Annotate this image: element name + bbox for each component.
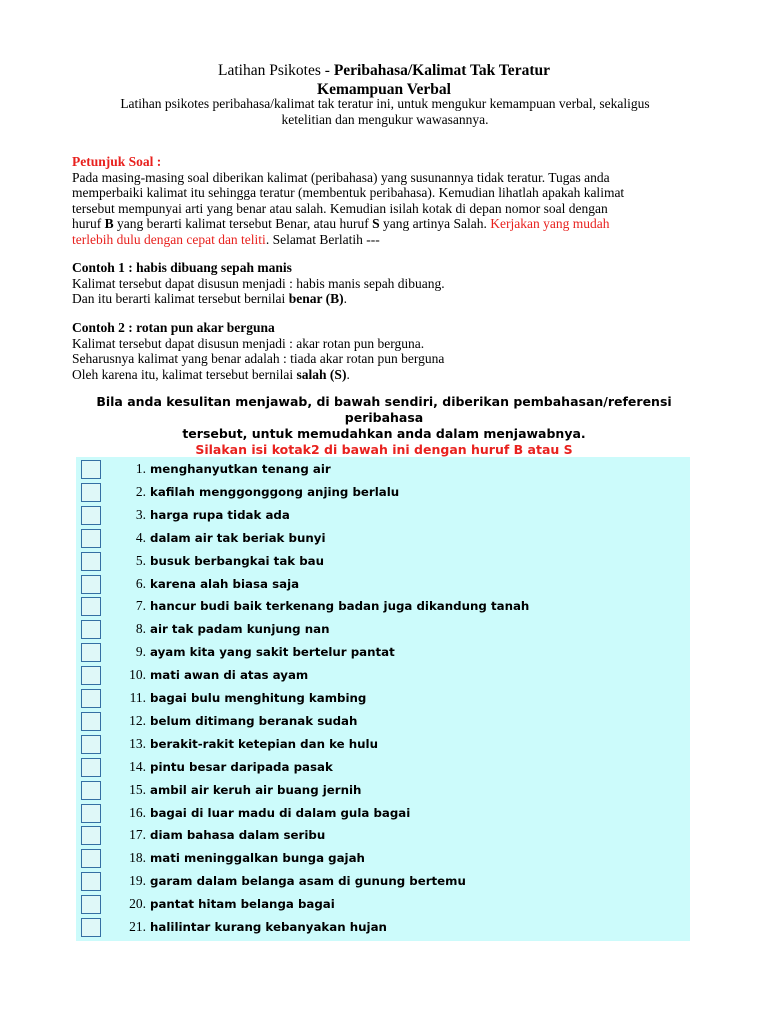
question-row	[76, 733, 690, 756]
question-text: mati awan di atas ayam	[150, 668, 309, 683]
question-number: 13.	[129, 735, 146, 751]
answer-box[interactable]	[81, 712, 101, 731]
answer-box[interactable]	[81, 849, 101, 868]
question-number: 6.	[135, 575, 146, 591]
question-number: 20.	[129, 896, 146, 912]
page-subtitle: Kemampuan Verbal	[317, 81, 451, 98]
question-row	[76, 710, 690, 733]
question-text: garam dalam belanga asam di gunung bertemu	[150, 874, 466, 889]
help-note	[60, 394, 708, 458]
answer-box[interactable]	[81, 552, 101, 571]
question-number: 5.	[135, 552, 146, 568]
question-text: bagai di luar madu di dalam gula bagai	[150, 805, 411, 820]
intro-line: ketelitian dan mengukur wawasannya.	[281, 112, 489, 127]
question-number: 21.	[129, 919, 146, 934]
question-row	[76, 618, 690, 641]
question-row	[76, 527, 690, 550]
question-row	[76, 779, 690, 802]
instructions-line: terlebih dulu dengan cepat dan teliti. Selamat Berlatih ---	[72, 231, 380, 247]
question-row	[76, 641, 690, 664]
question-row	[76, 824, 690, 847]
question-text: hancur budi baik terkenang badan juga dikandung tanah	[150, 599, 530, 614]
question-text: ayam kita yang sakit bertelur pantat	[150, 645, 395, 660]
question-row	[76, 458, 690, 481]
instructions-line: tersebut mempunyai arti yang benar atau salah. Kemudian isilah kotak di depan nomor soal dengan	[72, 200, 608, 216]
questions-panel	[76, 457, 690, 941]
question-text: pintu besar daripada pasak	[150, 759, 333, 774]
intro-line: Latihan psikotes peribahasa/kalimat tak teratur ini, untuk mengukur kemampuan verbal, sekaligus	[120, 96, 650, 111]
question-text: karena alah biasa saja	[150, 576, 300, 591]
answer-box[interactable]	[81, 575, 101, 594]
question-number: 10.	[129, 667, 146, 683]
instructions	[72, 154, 702, 247]
answer-box[interactable]	[81, 506, 101, 525]
question-row	[76, 664, 690, 687]
question-number: 8.	[135, 621, 146, 637]
question-text: air tak padam kunjung nan	[150, 622, 330, 637]
title-prefix: Latihan Psikotes -	[218, 62, 334, 79]
question-number: 14.	[129, 758, 146, 774]
example-2-line: Oleh karena itu, kalimat tersebut bernilai salah (S).	[72, 366, 350, 382]
question-row	[76, 573, 690, 596]
question-text: halilintar kurang kebanyakan hujan	[150, 920, 387, 934]
question-row	[76, 481, 690, 504]
note-line: Bila anda kesulitan menjawab, di bawah sendiri, diberikan pembahasan/referensi peribahasa	[96, 394, 672, 425]
question-row	[76, 893, 690, 916]
question-row	[76, 595, 690, 618]
question-number: 16.	[129, 804, 146, 820]
answer-box[interactable]	[81, 918, 101, 937]
question-row	[76, 916, 690, 939]
question-text: ambil air keruh air buang jernih	[150, 782, 362, 797]
answer-box[interactable]	[81, 689, 101, 708]
question-text: berakit-rakit ketepian dan ke hulu	[150, 736, 378, 751]
example-2-line: Seharusnya kalimat yang benar adalah : tiada akar rotan pun berguna	[72, 351, 445, 366]
question-text: kafilah menggonggong anjing berlalu	[150, 484, 400, 499]
answer-box[interactable]	[81, 735, 101, 754]
answer-box[interactable]	[81, 620, 101, 639]
answer-box[interactable]	[81, 895, 101, 914]
question-row	[76, 756, 690, 779]
question-number: 15.	[129, 781, 146, 797]
answer-box[interactable]	[81, 597, 101, 616]
answer-box[interactable]	[81, 666, 101, 685]
question-number: 1.	[135, 461, 146, 476]
question-number: 9.	[135, 644, 146, 660]
question-text: diam bahasa dalam seribu	[150, 828, 326, 843]
question-row	[76, 847, 690, 870]
example-2-heading: Contoh 2 : rotan pun akar berguna	[72, 320, 275, 335]
answer-box[interactable]	[81, 529, 101, 548]
question-row	[76, 870, 690, 893]
answer-box[interactable]	[81, 758, 101, 777]
question-number: 12.	[129, 712, 146, 728]
answer-box[interactable]	[81, 483, 101, 502]
question-row	[76, 504, 690, 527]
question-row	[76, 802, 690, 825]
example-1-line: Dan itu berarti kalimat tersebut bernilai benar (B).	[72, 291, 347, 306]
question-row	[76, 687, 690, 710]
answer-box[interactable]	[81, 804, 101, 823]
instructions-line: memperbaiki kalimat itu sehingga teratur (membentuk peribahasa). Kemudian lihatlah apakah kalimat	[72, 185, 625, 200]
question-text: dalam air tak beriak bunyi	[150, 530, 326, 545]
question-number: 17.	[129, 827, 146, 843]
question-number: 19.	[129, 873, 146, 889]
answer-box[interactable]	[81, 460, 101, 479]
answer-box[interactable]	[81, 872, 101, 891]
question-number: 7.	[135, 598, 146, 614]
question-number: 3.	[135, 506, 146, 522]
question-text: busuk berbangkai tak bau	[150, 553, 325, 568]
question-text: mati meninggalkan bunga gajah	[150, 851, 365, 866]
example-1-heading: Contoh 1 : habis dibuang sepah manis	[72, 260, 292, 275]
question-row	[76, 550, 690, 573]
example-1	[72, 260, 702, 307]
question-text: menghanyutkan tenang air	[150, 462, 331, 476]
question-text: bagai bulu menghitung kambing	[150, 691, 367, 705]
example-2	[72, 320, 702, 382]
question-text: belum ditimang beranak sudah	[150, 713, 358, 728]
question-number: 2.	[135, 483, 146, 499]
example-1-line: Kalimat tersebut dapat disusun menjadi : habis manis sepah dibuang.	[72, 275, 445, 291]
page-title	[0, 61, 768, 81]
intro-text	[80, 96, 690, 128]
instructions-line: huruf B yang berarti kalimat tersebut Benar, atau huruf S yang artinya Salah. Kerjakan yang mudah	[72, 216, 610, 231]
note-line: tersebut, untuk memudahkan anda dalam menjawabnya.	[182, 426, 586, 441]
answer-box[interactable]	[81, 643, 101, 662]
question-text: harga rupa tidak ada	[150, 507, 290, 522]
example-2-line: Kalimat tersebut dapat disusun menjadi : akar rotan pun berguna.	[72, 335, 425, 351]
question-number: 18.	[129, 850, 146, 866]
instructions-line: Pada masing-masing soal diberikan kalimat (peribahasa) yang susunannya tidak teratur. Tugas anda	[72, 169, 610, 185]
instructions-heading: Petunjuk Soal :	[72, 154, 162, 169]
answer-box[interactable]	[81, 781, 101, 800]
answer-box[interactable]	[81, 826, 101, 845]
question-number: 11.	[129, 690, 146, 705]
note-instruction: Silakan isi kotak2 di bawah ini dengan huruf B atau S	[195, 442, 573, 457]
question-text: pantat hitam belanga bagai	[150, 897, 335, 912]
title-bold: Peribahasa/Kalimat Tak Teratur	[333, 62, 550, 79]
question-number: 4.	[135, 529, 146, 545]
